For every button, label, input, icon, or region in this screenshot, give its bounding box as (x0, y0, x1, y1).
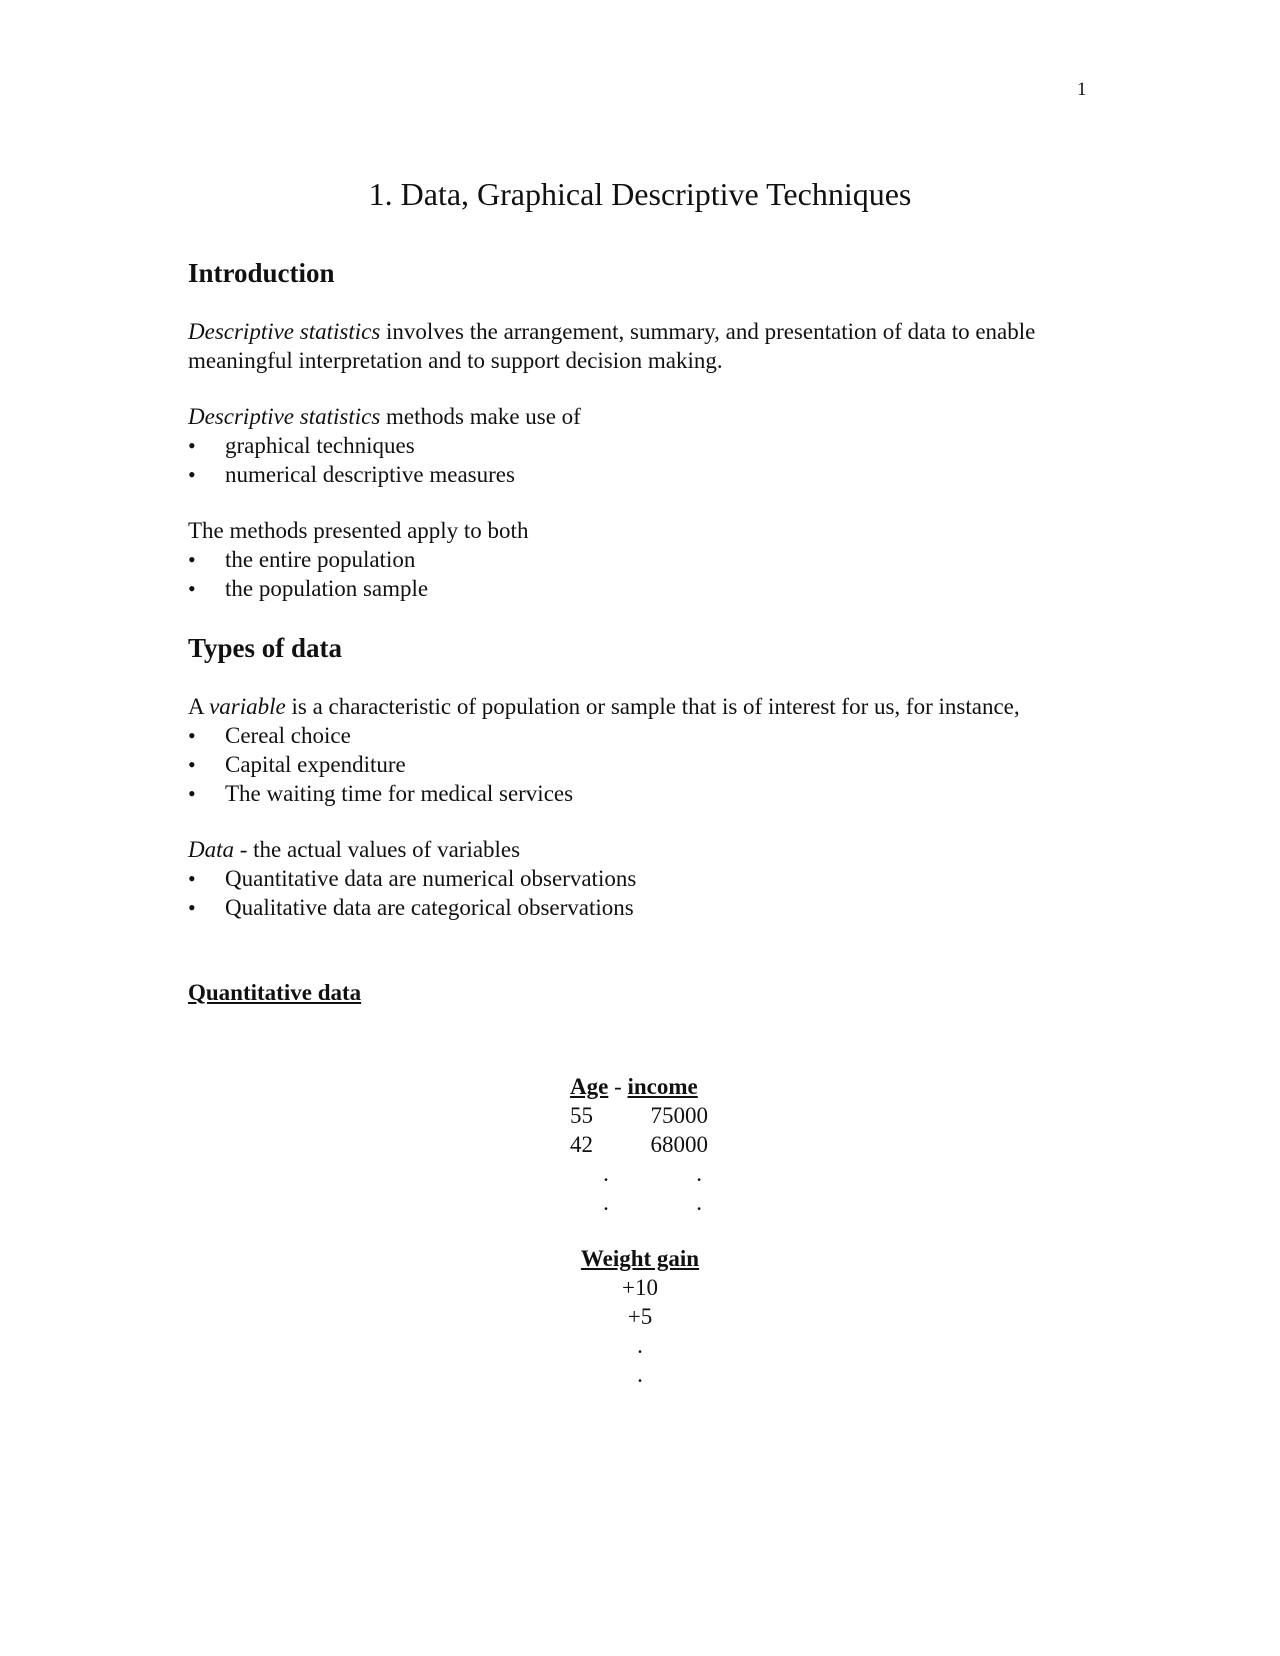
bullet-icon: • (188, 576, 196, 601)
introduction-heading: Introduction (188, 258, 335, 288)
list-item (188, 750, 1068, 779)
quantitative-heading: Quantitative data (188, 980, 362, 1005)
table-row (570, 1130, 708, 1159)
income-value: 68000 (650, 1132, 708, 1157)
page-title: 1. Data, Graphical Descriptive Techniques (368, 176, 912, 212)
age-value: . (603, 1190, 609, 1215)
age-value: . (603, 1161, 609, 1186)
bullet-icon: • (188, 547, 196, 572)
types-heading: Types of data (188, 633, 343, 663)
methods-lead (188, 402, 1068, 431)
income-label: income (627, 1074, 698, 1099)
emphasis: Data (188, 837, 234, 862)
weight-gain-label: Weight gain (580, 1246, 700, 1271)
text: methods make use of (380, 404, 581, 429)
list-item: +5 (627, 1304, 653, 1329)
age-income-header (570, 1072, 708, 1101)
bullet-icon: • (188, 895, 196, 920)
applies-list (188, 545, 1068, 603)
list-item-text: the population sample (225, 576, 429, 601)
intro-paragraph (188, 317, 1068, 375)
document-body (188, 256, 1068, 1007)
emphasis: Descriptive statistics (188, 404, 381, 429)
separator: - (608, 1074, 628, 1099)
list-item-text: numerical descriptive measures (225, 462, 515, 487)
bullet-icon: • (188, 866, 196, 891)
income-value: . (696, 1161, 702, 1186)
list-item (188, 460, 1068, 489)
bullet-icon: • (188, 781, 196, 806)
list-item-text: Capital expenditure (225, 752, 406, 777)
age-label: Age (570, 1074, 609, 1099)
bullet-icon: • (188, 433, 196, 458)
variable-paragraph (188, 692, 1068, 721)
data-kinds-list (188, 864, 1068, 922)
age-value: 42 (570, 1132, 593, 1157)
list-item-text: the entire population (225, 547, 416, 572)
list-item: +10 (622, 1275, 658, 1300)
list-item-text: The waiting time for medical services (225, 781, 574, 806)
emphasis: variable (209, 694, 286, 719)
list-item (188, 545, 1068, 574)
text: - the actual values of variables (234, 837, 521, 862)
text: A (188, 694, 210, 719)
list-item (188, 779, 1068, 808)
list-item: . (637, 1362, 643, 1387)
data-definition (188, 835, 1068, 864)
bullet-icon: • (188, 723, 196, 748)
applies-lead: The methods presented apply to both (188, 518, 529, 543)
income-value: 75000 (650, 1103, 708, 1128)
list-item (188, 431, 1068, 460)
age-value: 55 (570, 1103, 593, 1128)
text: is a characteristic of population or sample that is of interest for us, for instance, (285, 694, 1020, 719)
examples-list (188, 721, 1068, 808)
list-item-text: Quantitative data are numerical observations (225, 866, 637, 891)
list-item (188, 721, 1068, 750)
text: involves the arrangement, summary, and presentation of data to enable meaningful interpretation and to support decision making. (188, 319, 1036, 373)
page-number: 1 (1077, 79, 1087, 100)
list-item-text: Qualitative data are categorical observations (225, 895, 634, 920)
list-item (188, 893, 1068, 922)
age-income-table (570, 1072, 708, 1217)
income-value: . (696, 1190, 702, 1215)
list-item-text: graphical techniques (225, 433, 415, 458)
table-row (570, 1188, 708, 1217)
methods-list (188, 431, 1068, 489)
list-item: . (637, 1333, 643, 1358)
list-item-text: Cereal choice (225, 723, 351, 748)
table-row (570, 1101, 708, 1130)
bullet-icon: • (188, 752, 196, 777)
list-item (188, 864, 1068, 893)
table-row (570, 1159, 708, 1188)
emphasis: Descriptive statistics (188, 319, 381, 344)
bullet-icon: • (188, 462, 196, 487)
list-item (188, 574, 1068, 603)
weight-gain-list (0, 1244, 1280, 1389)
